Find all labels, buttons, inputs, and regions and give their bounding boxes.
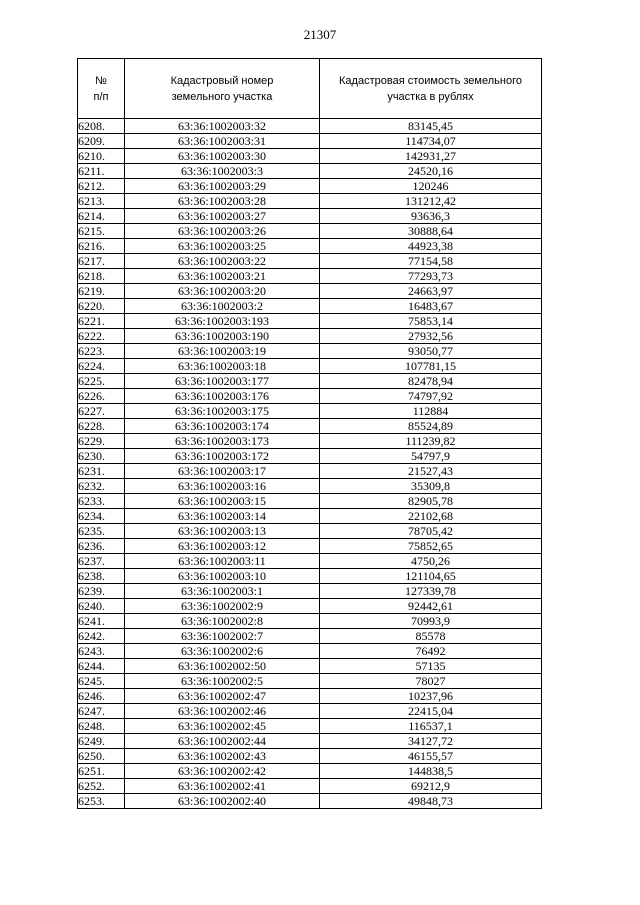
row-number-cell: 6239. [78, 584, 125, 599]
cadastral-number-cell: 63:36:1002003:18 [125, 359, 320, 374]
table-row [78, 689, 542, 704]
cadastral-number-cell: 63:36:1002003:177 [125, 374, 320, 389]
row-number-cell: 6227. [78, 404, 125, 419]
row-number-cell: 6209. [78, 134, 125, 149]
cadastral-value-cell: 70993,9 [320, 614, 542, 629]
cadastral-number-cell: 63:36:1002002:47 [125, 689, 320, 704]
row-number-cell: 6242. [78, 629, 125, 644]
cadastral-number-cell: 63:36:1002003:11 [125, 554, 320, 569]
table-body [78, 119, 542, 809]
cadastral-number-cell: 63:36:1002003:15 [125, 494, 320, 509]
cadastral-value-cell: 78027 [320, 674, 542, 689]
cadastral-value-table [77, 58, 542, 809]
row-number-cell: 6211. [78, 164, 125, 179]
table-row [78, 764, 542, 779]
cadastral-number-cell: 63:36:1002003:28 [125, 194, 320, 209]
cadastral-value-cell: 93636,3 [320, 209, 542, 224]
cadastral-number-cell: 63:36:1002002:7 [125, 629, 320, 644]
cadastral-number-cell: 63:36:1002003:176 [125, 389, 320, 404]
table-row [78, 149, 542, 164]
cadastral-value-cell: 116537,1 [320, 719, 542, 734]
cadastral-value-cell: 30888,64 [320, 224, 542, 239]
cadastral-number-cell: 63:36:1002003:175 [125, 404, 320, 419]
cadastral-value-cell: 121104,65 [320, 569, 542, 584]
cadastral-number-cell: 63:36:1002003:17 [125, 464, 320, 479]
row-number-cell: 6252. [78, 779, 125, 794]
cadastral-number-cell: 63:36:1002003:19 [125, 344, 320, 359]
header-cadastral-value [320, 59, 542, 119]
row-number-cell: 6236. [78, 539, 125, 554]
cadastral-number-cell: 63:36:1002003:26 [125, 224, 320, 239]
row-number-cell: 6250. [78, 749, 125, 764]
row-number-cell: 6253. [78, 794, 125, 809]
cadastral-number-cell: 63:36:1002003:173 [125, 434, 320, 449]
table-row [78, 524, 542, 539]
cadastral-number-cell: 63:36:1002003:13 [125, 524, 320, 539]
table-header [78, 59, 542, 119]
table-row [78, 449, 542, 464]
cadastral-number-cell: 63:36:1002003:174 [125, 419, 320, 434]
cadastral-number-cell: 63:36:1002002:45 [125, 719, 320, 734]
table-row [78, 719, 542, 734]
table-row [78, 374, 542, 389]
table-row [78, 749, 542, 764]
cadastral-value-cell: 127339,78 [320, 584, 542, 599]
table-row [78, 779, 542, 794]
table-row [78, 539, 542, 554]
row-number-cell: 6218. [78, 269, 125, 284]
table-row [78, 269, 542, 284]
cadastral-value-cell: 77293,73 [320, 269, 542, 284]
cadastral-value-cell: 49848,73 [320, 794, 542, 809]
table-row [78, 134, 542, 149]
table-row [78, 794, 542, 809]
table-row [78, 674, 542, 689]
table-row [78, 299, 542, 314]
header-cadastral-number-line1: Кадастровый номер [170, 74, 274, 87]
cadastral-value-cell: 82478,94 [320, 374, 542, 389]
cadastral-value-cell: 83145,45 [320, 119, 542, 134]
cadastral-number-cell: 63:36:1002003:10 [125, 569, 320, 584]
cadastral-number-cell: 63:36:1002003:3 [125, 164, 320, 179]
cadastral-value-cell: 24520,16 [320, 164, 542, 179]
row-number-cell: 6244. [78, 659, 125, 674]
row-number-cell: 6231. [78, 464, 125, 479]
header-row-number-line1: № [95, 74, 107, 87]
cadastral-value-cell: 131212,42 [320, 194, 542, 209]
table-row [78, 239, 542, 254]
cadastral-number-cell: 63:36:1002003:25 [125, 239, 320, 254]
table-row [78, 119, 542, 134]
row-number-cell: 6247. [78, 704, 125, 719]
cadastral-value-cell: 114734,07 [320, 134, 542, 149]
header-cadastral-number-line2: земельного участка [171, 90, 273, 103]
cadastral-number-cell: 63:36:1002002:43 [125, 749, 320, 764]
cadastral-number-cell: 63:36:1002003:27 [125, 209, 320, 224]
row-number-cell: 6228. [78, 419, 125, 434]
cadastral-value-cell: 144838,5 [320, 764, 542, 779]
row-number-cell: 6219. [78, 284, 125, 299]
cadastral-number-cell: 63:36:1002002:42 [125, 764, 320, 779]
row-number-cell: 6237. [78, 554, 125, 569]
cadastral-value-cell: 78705,42 [320, 524, 542, 539]
row-number-cell: 6210. [78, 149, 125, 164]
cadastral-number-cell: 63:36:1002002:8 [125, 614, 320, 629]
row-number-cell: 6235. [78, 524, 125, 539]
table-row [78, 464, 542, 479]
table-row [78, 704, 542, 719]
cadastral-number-cell: 63:36:1002002:41 [125, 779, 320, 794]
table-row [78, 419, 542, 434]
table-row [78, 329, 542, 344]
table-row [78, 404, 542, 419]
table-row [78, 224, 542, 239]
cadastral-value-cell: 112884 [320, 404, 542, 419]
cadastral-number-cell: 63:36:1002003:14 [125, 509, 320, 524]
cadastral-number-cell: 63:36:1002003:32 [125, 119, 320, 134]
cadastral-number-cell: 63:36:1002003:16 [125, 479, 320, 494]
table-row [78, 659, 542, 674]
cadastral-value-cell: 35309,8 [320, 479, 542, 494]
row-number-cell: 6234. [78, 509, 125, 524]
cadastral-number-cell: 63:36:1002002:6 [125, 644, 320, 659]
cadastral-value-cell: 16483,67 [320, 299, 542, 314]
table-row [78, 209, 542, 224]
table-row [78, 359, 542, 374]
row-number-cell: 6245. [78, 674, 125, 689]
row-number-cell: 6217. [78, 254, 125, 269]
row-number-cell: 6224. [78, 359, 125, 374]
table-row [78, 434, 542, 449]
table-row [78, 194, 542, 209]
table-row [78, 569, 542, 584]
cadastral-value-cell: 107781,15 [320, 359, 542, 374]
table-row [78, 179, 542, 194]
row-number-cell: 6230. [78, 449, 125, 464]
cadastral-number-cell: 63:36:1002003:12 [125, 539, 320, 554]
table-row [78, 614, 542, 629]
cadastral-value-cell: 85578 [320, 629, 542, 644]
row-number-cell: 6213. [78, 194, 125, 209]
row-number-cell: 6229. [78, 434, 125, 449]
row-number-cell: 6251. [78, 764, 125, 779]
cadastral-number-cell: 63:36:1002003:29 [125, 179, 320, 194]
cadastral-number-cell: 63:36:1002002:46 [125, 704, 320, 719]
cadastral-value-cell: 111239,82 [320, 434, 542, 449]
row-number-cell: 6232. [78, 479, 125, 494]
cadastral-number-cell: 63:36:1002003:21 [125, 269, 320, 284]
cadastral-number-cell: 63:36:1002003:31 [125, 134, 320, 149]
page-number: 21307 [303, 27, 337, 42]
cadastral-number-cell: 63:36:1002003:30 [125, 149, 320, 164]
row-number-cell: 6249. [78, 734, 125, 749]
row-number-cell: 6240. [78, 599, 125, 614]
table-row [78, 314, 542, 329]
row-number-cell: 6215. [78, 224, 125, 239]
table-row [78, 509, 542, 524]
table-row [78, 344, 542, 359]
table-row [78, 284, 542, 299]
row-number-cell: 6214. [78, 209, 125, 224]
row-number-cell: 6220. [78, 299, 125, 314]
row-number-cell: 6233. [78, 494, 125, 509]
cadastral-number-cell: 63:36:1002003:22 [125, 254, 320, 269]
header-row-number [78, 59, 125, 119]
cadastral-value-cell: 21527,43 [320, 464, 542, 479]
cadastral-number-cell: 63:36:1002002:44 [125, 734, 320, 749]
cadastral-value-cell: 74797,92 [320, 389, 542, 404]
cadastral-value-cell: 69212,9 [320, 779, 542, 794]
cadastral-number-cell: 63:36:1002002:40 [125, 794, 320, 809]
header-row [78, 59, 542, 119]
row-number-cell: 6241. [78, 614, 125, 629]
cadastral-value-cell: 76492 [320, 644, 542, 659]
table-row [78, 164, 542, 179]
cadastral-value-cell: 93050,77 [320, 344, 542, 359]
row-number-cell: 6222. [78, 329, 125, 344]
cadastral-value-cell: 44923,38 [320, 239, 542, 254]
cadastral-value-cell: 27932,56 [320, 329, 542, 344]
cadastral-value-cell: 34127,72 [320, 734, 542, 749]
row-number-cell: 6223. [78, 344, 125, 359]
cadastral-value-cell: 10237,96 [320, 689, 542, 704]
cadastral-value-cell: 92442,61 [320, 599, 542, 614]
cadastral-number-cell: 63:36:1002003:193 [125, 314, 320, 329]
cadastral-value-cell: 75853,14 [320, 314, 542, 329]
cadastral-value-cell: 82905,78 [320, 494, 542, 509]
table-row [78, 479, 542, 494]
cadastral-value-cell: 54797,9 [320, 449, 542, 464]
table-row [78, 644, 542, 659]
cadastral-value-cell: 120246 [320, 179, 542, 194]
cadastral-number-cell: 63:36:1002003:172 [125, 449, 320, 464]
cadastral-value-cell: 4750,26 [320, 554, 542, 569]
header-cadastral-value-line1: Кадастровая стоимость земельного [339, 74, 522, 87]
table-row [78, 629, 542, 644]
row-number-cell: 6246. [78, 689, 125, 704]
table-row [78, 734, 542, 749]
cadastral-value-cell: 57135 [320, 659, 542, 674]
row-number-cell: 6208. [78, 119, 125, 134]
cadastral-number-cell: 63:36:1002003:2 [125, 299, 320, 314]
row-number-cell: 6248. [78, 719, 125, 734]
cadastral-value-cell: 22415,04 [320, 704, 542, 719]
cadastral-number-cell: 63:36:1002003:1 [125, 584, 320, 599]
cadastral-value-cell: 85524,89 [320, 419, 542, 434]
table-row [78, 254, 542, 269]
table-row [78, 494, 542, 509]
cadastral-number-cell: 63:36:1002002:50 [125, 659, 320, 674]
table-row [78, 599, 542, 614]
row-number-cell: 6225. [78, 374, 125, 389]
row-number-cell: 6212. [78, 179, 125, 194]
cadastral-value-cell: 77154,58 [320, 254, 542, 269]
row-number-cell: 6216. [78, 239, 125, 254]
cadastral-number-cell: 63:36:1002003:20 [125, 284, 320, 299]
cadastral-value-cell: 75852,65 [320, 539, 542, 554]
row-number-cell: 6243. [78, 644, 125, 659]
row-number-cell: 6226. [78, 389, 125, 404]
table-row [78, 389, 542, 404]
cadastral-value-cell: 22102,68 [320, 509, 542, 524]
cadastral-number-cell: 63:36:1002002:9 [125, 599, 320, 614]
table-row [78, 584, 542, 599]
cadastral-value-cell: 24663,97 [320, 284, 542, 299]
cadastral-value-cell: 46155,57 [320, 749, 542, 764]
cadastral-number-cell: 63:36:1002003:190 [125, 329, 320, 344]
row-number-cell: 6238. [78, 569, 125, 584]
row-number-cell: 6221. [78, 314, 125, 329]
header-row-number-line2: п/п [93, 90, 109, 103]
header-cadastral-number [125, 59, 320, 119]
header-cadastral-value-line2: участка в рублях [387, 90, 474, 103]
table-row [78, 554, 542, 569]
cadastral-number-cell: 63:36:1002002:5 [125, 674, 320, 689]
cadastral-value-cell: 142931,27 [320, 149, 542, 164]
